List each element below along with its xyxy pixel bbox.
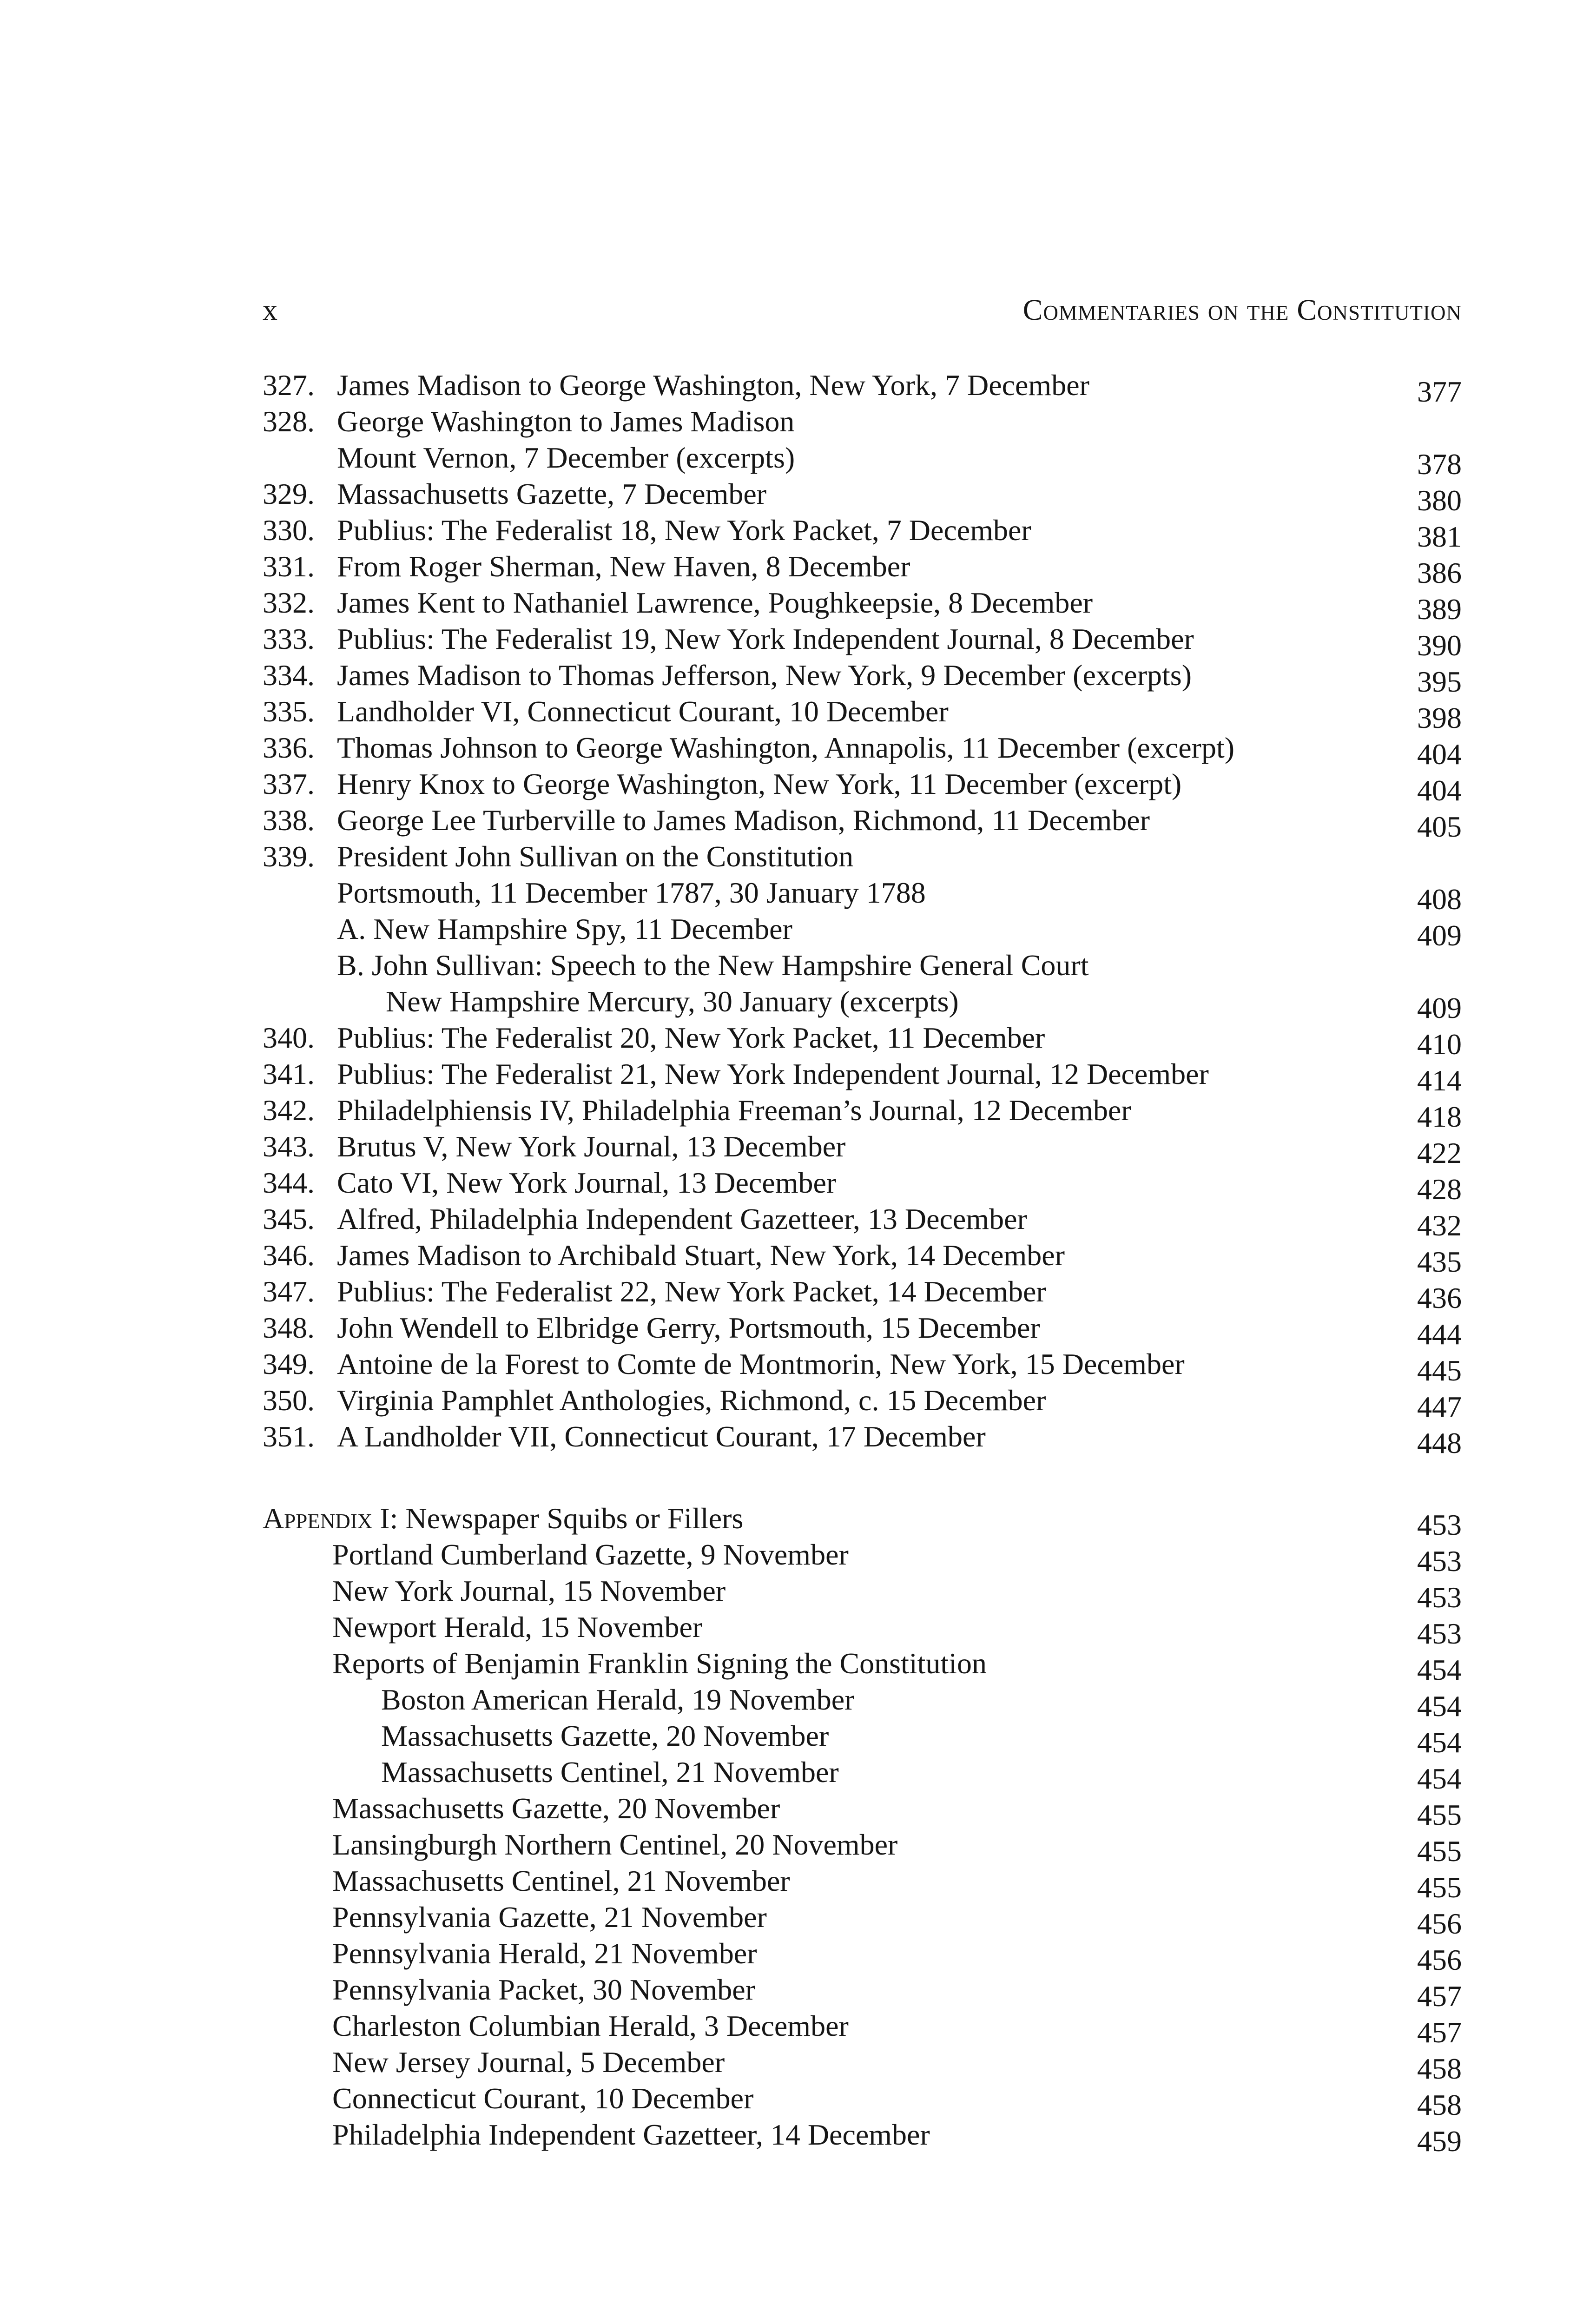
entry-title: Virginia Pamphlet Anthologies, Richmond, c. 15 December <box>337 1384 1046 1417</box>
appendix-subtitle: : Newspaper Squibs or Fillers <box>389 1502 744 1535</box>
toc-entry-line <box>263 1382 1462 1423</box>
toc-entry-line <box>263 403 1462 440</box>
appendix-item-page: 458 <box>1417 2052 1462 2085</box>
toc-entry-line <box>263 1237 1462 1278</box>
entry-page-number: 408 <box>1417 883 1462 916</box>
entry-title: Alfred, Philadelphia Independent Gazetteer, 13 December <box>337 1202 1027 1235</box>
appendix-item <box>263 1537 1462 1578</box>
appendix-item <box>263 2117 1462 2158</box>
appendix-item <box>263 2044 1462 2085</box>
appendix-item-title: Pennsylvania Gazette, 21 November <box>332 1901 767 1934</box>
appendix-item-page: 453 <box>1417 1581 1462 1614</box>
appendix-item-title: Reports of Benjamin Franklin Signing the Constitution <box>332 1647 987 1680</box>
appendix-item-page: 453 <box>1417 1617 1462 1650</box>
entry-number: 332. <box>263 586 315 619</box>
entry-page-number: 395 <box>1417 665 1462 698</box>
entry-page-number: 410 <box>1417 1028 1462 1061</box>
running-title: Commentaries on the Constitution <box>1022 293 1462 326</box>
page-folio: x <box>263 293 277 326</box>
appendix-item <box>263 1754 1462 1795</box>
entry-number: 339. <box>263 840 315 873</box>
appendix-heading <box>263 1500 1462 1541</box>
entry-number: 330. <box>263 514 315 547</box>
entry-number: 343. <box>263 1130 315 1163</box>
entry-number: 329. <box>263 477 315 510</box>
entry-title: Philadelphiensis IV, Philadelphia Freeman’s Journal, 12 December <box>337 1094 1131 1127</box>
section-gap <box>263 1455 1462 1500</box>
appendix-item-title: Pennsylvania Herald, 21 November <box>332 1937 757 1970</box>
appendix-item-title: New York Journal, 15 November <box>332 1574 726 1607</box>
entry-title: Antoine de la Forest to Comte de Montmorin, New York, 15 December <box>337 1347 1185 1380</box>
entry-page-number: 448 <box>1417 1426 1462 1459</box>
toc-entry-line <box>263 947 1462 984</box>
appendix-label: Appendix I <box>263 1502 390 1535</box>
entry-title: Publius: The Federalist 21, New York Independent Journal, 12 December <box>337 1057 1209 1090</box>
appendix-item-page: 458 <box>1417 2088 1462 2121</box>
entry-number: 351. <box>263 1420 315 1453</box>
appendix-item <box>263 1573 1462 1614</box>
entry-page-number: 404 <box>1417 738 1462 771</box>
entry-title: Publius: The Federalist 19, New York Independent Journal, 8 December <box>337 622 1194 655</box>
entry-number: 349. <box>263 1347 315 1380</box>
entry-number: 348. <box>263 1311 315 1344</box>
toc-entry-line <box>263 693 1462 734</box>
entry-number: 346. <box>263 1239 315 1272</box>
page-header <box>263 284 1462 335</box>
entry-page-number: 398 <box>1417 701 1462 734</box>
entry-number: 335. <box>263 695 315 728</box>
appendix-item-page: 455 <box>1417 1798 1462 1831</box>
toc-entry-line <box>263 984 1462 1024</box>
appendix-item-title: Connecticut Courant, 10 December <box>332 2082 754 2115</box>
appendix-item-page: 454 <box>1417 1762 1462 1795</box>
table-of-contents <box>263 367 1462 2158</box>
appendix-item-page: 454 <box>1417 1726 1462 1759</box>
entry-title: A Landholder VII, Connecticut Courant, 17 December <box>337 1420 986 1453</box>
toc-entry-line <box>263 766 1462 807</box>
toc-entry-line <box>263 657 1462 698</box>
entry-page-number: 381 <box>1417 520 1462 553</box>
appendix-item-title: Portland Cumberland Gazette, 9 November <box>332 1538 849 1571</box>
toc-entry-line <box>263 838 1462 875</box>
appendix-item-page: 455 <box>1417 1835 1462 1868</box>
appendix-page-number: 453 <box>1417 1508 1462 1541</box>
entry-number: 350. <box>263 1384 315 1417</box>
appendix-item-title: Massachusetts Gazette, 20 November <box>381 1719 829 1752</box>
appendix-item-page: 454 <box>1417 1653 1462 1686</box>
entry-page-number: 414 <box>1417 1064 1462 1097</box>
entry-page-number: 422 <box>1417 1136 1462 1169</box>
appendix-item-title: New Jersey Journal, 5 December <box>332 2046 725 2079</box>
appendix-item-page: 456 <box>1417 1943 1462 1976</box>
entry-title: Massachusetts Gazette, 7 December <box>337 477 767 510</box>
entry-title: Henry Knox to George Washington, New York, 11 December (excerpt) <box>337 767 1182 800</box>
entry-title: Thomas Johnson to George Washington, Annapolis, 11 December (excerpt) <box>337 731 1235 764</box>
entry-title: B. John Sullivan: Speech to the New Hampshire General Court <box>337 949 1089 982</box>
entry-number: 333. <box>263 622 315 655</box>
toc-entry-line <box>263 1165 1462 1206</box>
toc-entry-line <box>263 440 1462 481</box>
appendix-item <box>263 1609 1462 1650</box>
entry-number: 334. <box>263 659 315 692</box>
appendix-item <box>263 1863 1462 1904</box>
toc-entry-line <box>263 802 1462 843</box>
toc-entry-line <box>263 1201 1462 1242</box>
entry-page-number: 447 <box>1417 1390 1462 1423</box>
toc-entry-line <box>263 1310 1462 1351</box>
entry-page-number: 435 <box>1417 1245 1462 1278</box>
appendix-item-title: Massachusetts Centinel, 21 November <box>332 1864 790 1897</box>
entry-title: George Washington to James Madison <box>337 405 795 438</box>
toc-entry-line <box>263 1346 1462 1387</box>
entry-title: James Madison to Thomas Jefferson, New York, 9 December (excerpts) <box>337 659 1192 692</box>
entry-number: 336. <box>263 731 315 764</box>
appendix-item-page: 459 <box>1417 2125 1462 2158</box>
toc-entry-line <box>263 1020 1462 1061</box>
appendix-item-page: 454 <box>1417 1690 1462 1723</box>
entry-page-number: 444 <box>1417 1318 1462 1351</box>
entry-page-number: 409 <box>1417 919 1462 952</box>
toc-entry-line <box>263 548 1462 589</box>
entry-page-number: 436 <box>1417 1281 1462 1314</box>
entry-title: Publius: The Federalist 20, New York Packet, 11 December <box>337 1021 1045 1054</box>
entry-number: 345. <box>263 1202 315 1235</box>
entry-title: Cato VI, New York Journal, 13 December <box>337 1166 837 1199</box>
entry-number: 344. <box>263 1166 315 1199</box>
entry-page-number: 404 <box>1417 774 1462 807</box>
toc-entry-line <box>263 476 1462 517</box>
toc-entry-line <box>263 1129 1462 1169</box>
entry-page-number: 390 <box>1417 629 1462 662</box>
entry-title: James Madison to George Washington, New York, 7 December <box>337 369 1089 402</box>
entry-number: 342. <box>263 1094 315 1127</box>
entry-title: New Hampshire Mercury, 30 January (excerpts) <box>386 985 959 1018</box>
entry-title: Publius: The Federalist 18, New York Packet, 7 December <box>337 514 1031 547</box>
entry-number: 328. <box>263 405 315 438</box>
appendix-item-page: 457 <box>1417 1980 1462 2013</box>
appendix-item-title: Lansingburgh Northern Centinel, 20 November <box>332 1828 898 1861</box>
entry-title: James Madison to Archibald Stuart, New York, 14 December <box>337 1239 1065 1272</box>
entry-page-number: 378 <box>1417 448 1462 481</box>
entry-number: 347. <box>263 1275 315 1308</box>
entry-page-number: 432 <box>1417 1209 1462 1242</box>
entry-title: Publius: The Federalist 22, New York Packet, 14 December <box>337 1275 1046 1308</box>
entry-number: 340. <box>263 1021 315 1054</box>
toc-entry-line <box>263 621 1462 662</box>
appendix-item <box>263 2008 1462 2049</box>
entry-page-number: 405 <box>1417 810 1462 843</box>
toc-entry-line <box>263 911 1462 952</box>
entry-number: 327. <box>263 369 315 402</box>
appendix-item <box>263 1899 1462 1940</box>
entry-page-number: 377 <box>1417 375 1462 408</box>
toc-entry-line <box>263 367 1462 408</box>
entry-title: From Roger Sherman, New Haven, 8 December <box>337 550 910 583</box>
appendix-item <box>263 1972 1462 2013</box>
appendix-item-title: Newport Herald, 15 November <box>332 1611 703 1644</box>
entry-number: 338. <box>263 804 315 837</box>
toc-entry-line <box>263 585 1462 626</box>
entry-title: Portsmouth, 11 December 1787, 30 January 1788 <box>337 876 926 909</box>
appendix-title <box>263 1500 743 1537</box>
entry-title: Brutus V, New York Journal, 13 December <box>337 1130 846 1163</box>
entry-number: 337. <box>263 767 315 800</box>
appendix-item-title: Boston American Herald, 19 November <box>381 1683 855 1716</box>
appendix-item <box>263 1682 1462 1723</box>
entry-page-number: 380 <box>1417 484 1462 517</box>
entry-title: George Lee Turberville to James Madison, Richmond, 11 December <box>337 804 1150 837</box>
toc-entry-line <box>263 875 1462 916</box>
toc-entry-line <box>263 1419 1462 1459</box>
toc-entry-line <box>263 730 1462 771</box>
entry-page-number: 418 <box>1417 1100 1462 1133</box>
appendix-item-title: Philadelphia Independent Gazetteer, 14 December <box>332 2118 930 2151</box>
entry-title: Landholder VI, Connecticut Courant, 10 December <box>337 695 949 728</box>
appendix-item <box>263 1935 1462 1976</box>
entry-title: John Wendell to Elbridge Gerry, Portsmouth, 15 December <box>337 1311 1040 1344</box>
toc-entry-line <box>263 1056 1462 1097</box>
entry-number: 341. <box>263 1057 315 1090</box>
entry-page-number: 409 <box>1417 991 1462 1024</box>
appendix-item-page: 455 <box>1417 1871 1462 1904</box>
appendix-item-title: Pennsylvania Packet, 30 November <box>332 1973 755 2006</box>
entry-page-number: 386 <box>1417 556 1462 589</box>
appendix-item <box>263 1718 1462 1759</box>
appendix-item <box>263 2080 1462 2121</box>
entry-page-number: 389 <box>1417 593 1462 626</box>
appendix-item-page: 456 <box>1417 1907 1462 1940</box>
entry-title: President John Sullivan on the Constitution <box>337 840 854 873</box>
entry-page-number: 428 <box>1417 1173 1462 1206</box>
appendix-item-page: 453 <box>1417 1545 1462 1578</box>
toc-entry-line <box>263 1092 1462 1133</box>
entry-title: A. New Hampshire Spy, 11 December <box>337 912 792 945</box>
appendix-item-page: 457 <box>1417 2016 1462 2049</box>
toc-entry-line <box>263 512 1462 553</box>
appendix-item <box>263 1790 1462 1831</box>
appendix-item <box>263 1645 1462 1686</box>
appendix-item-title: Massachusetts Centinel, 21 November <box>381 1756 839 1789</box>
entry-number: 331. <box>263 550 315 583</box>
entry-page-number: 445 <box>1417 1354 1462 1387</box>
entry-title: James Kent to Nathaniel Lawrence, Poughkeepsie, 8 December <box>337 586 1093 619</box>
appendix-item-title: Massachusetts Gazette, 20 November <box>332 1792 780 1825</box>
appendix-item-title: Charleston Columbian Herald, 3 December <box>332 2009 849 2042</box>
toc-entry-line <box>263 1274 1462 1314</box>
appendix-item <box>263 1827 1462 1868</box>
entry-title: Mount Vernon, 7 December (excerpts) <box>337 441 795 474</box>
